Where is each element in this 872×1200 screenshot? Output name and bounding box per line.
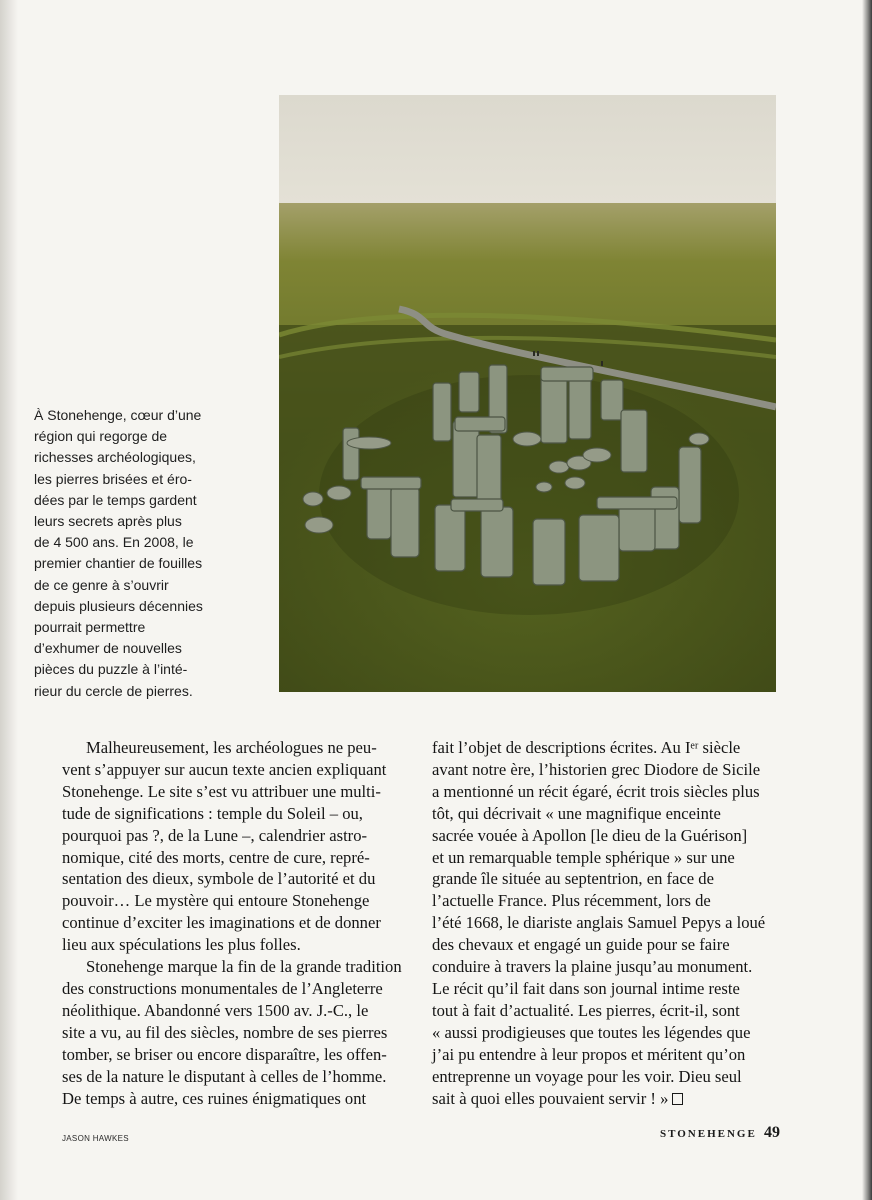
caption-line: premier chantier de fouilles	[34, 555, 203, 572]
body-line: j’ai pu entendre à leur propos et méritent qu’on	[432, 1044, 746, 1064]
body-line: Malheureusement, les archéologues ne peu-	[86, 738, 377, 757]
photo-credit: JASON HAWKES	[62, 1134, 129, 1143]
caption-line: À Stonehenge, cœur d’une	[34, 407, 202, 423]
body-line-last	[432, 1088, 782, 1110]
stonehenge-illustration	[279, 95, 776, 692]
body-line: grande île située au septentrion, en face de	[432, 869, 714, 889]
body-line: sentation des dieux, symbole de l’autorité et du	[62, 869, 376, 889]
caption-line: pièces du puzzle à l’inté-	[34, 661, 188, 678]
body-line: Stonehenge. Le site s’est vu attribuer une multi-	[62, 781, 381, 801]
caption-line: pourrait permettre	[34, 619, 146, 636]
body-line-text: sait à quoi elles pouvaient servir ! »	[432, 1088, 669, 1108]
page-edge-shadow-right	[862, 0, 872, 1200]
body-line: sacrée vouée à Apollon [le dieu de la Guérison]	[432, 825, 748, 845]
sky	[279, 95, 776, 205]
body-line: conduire à travers la plaine jusqu’au monument.	[432, 957, 753, 977]
body-line: vent s’appuyer sur aucun texte ancien expliquant	[62, 759, 387, 779]
body-line: avant notre ère, l’historien grec Diodore de Sicile	[432, 759, 761, 779]
body-line: pouvoir… Le mystère qui entoure Stonehenge	[62, 891, 370, 911]
body-line: ses de la nature le disputant à celles de l’homme.	[62, 1066, 387, 1086]
body-line: lieu aux spéculations les plus folles.	[62, 935, 301, 955]
end-of-article-mark	[672, 1093, 683, 1105]
body-line: nomique, cité des morts, centre de cure, repré-	[62, 847, 370, 867]
running-head: STONEHENGE	[660, 1128, 757, 1140]
body-column-right	[432, 737, 782, 1109]
body-line: a mentionné un récit égaré, écrit trois siècles plus	[432, 781, 760, 801]
caption-line: richesses archéologiques,	[34, 449, 196, 466]
body-line: entreprenne un voyage pour les voir. Dieu seul	[432, 1066, 742, 1086]
body-line: tude de significations : temple du Soleil – ou,	[62, 803, 363, 823]
body-line: continue d’exciter les imaginations et de donner	[62, 913, 381, 933]
caption-line: région qui regorge de	[34, 428, 168, 445]
caption-line: depuis plusieurs décennies	[34, 597, 203, 614]
body-line: tomber, se briser ou encore disparaître, les offen-	[62, 1044, 387, 1064]
body-line: fait l’objet de descriptions écrites. Au Iᵉʳ siècle	[432, 738, 741, 757]
body-line: site a vu, au fil des siècles, nombre de ses pierres	[62, 1022, 388, 1042]
caption-line: d’exhumer de nouvelles	[34, 640, 182, 657]
body-column-left	[62, 737, 412, 1109]
body-line: « aussi prodigieuses que toutes les légendes que	[432, 1022, 751, 1042]
body-line: et un remarquable temple sphérique » sur une	[432, 847, 735, 867]
body-line: Stonehenge marque la fin de la grande tradition	[86, 957, 402, 977]
caption-line: rieur du cercle de pierres.	[34, 682, 193, 699]
caption-line: de ce genre à s’ouvrir	[34, 576, 169, 593]
body-line: tout à fait d’actualité. Les pierres, écrit-il, sont	[432, 1000, 740, 1020]
body-line: des constructions monumentales de l’Angleterre	[62, 978, 383, 998]
page-number: 49	[764, 1124, 780, 1141]
caption-line: dées par le temps gardent	[34, 491, 197, 508]
body-line: l’actuelle France. Plus récemment, lors de	[432, 891, 711, 911]
stonehenge-photo	[279, 95, 776, 692]
caption-line: de 4 500 ans. En 2008, le	[34, 534, 194, 551]
body-line: De temps à autre, ces ruines énigmatiques ont	[62, 1088, 367, 1108]
caption-line: les pierres brisées et éro-	[34, 470, 192, 487]
body-line: tôt, qui décrivait « une magnifique enceinte	[432, 803, 721, 823]
body-line: des chevaux et engagé un guide pour se faire	[432, 935, 730, 955]
body-line: l’été 1668, le diariste anglais Samuel Pepys a loué	[432, 913, 766, 933]
body-line: pourquoi pas ?, de la Lune –, calendrier astro-	[62, 825, 368, 845]
caption-line: leurs secrets après plus	[34, 513, 182, 530]
body-line: néolithique. Abandonné vers 1500 av. J.-C., le	[62, 1000, 369, 1020]
body-line: Le récit qu’il fait dans son journal intime reste	[432, 978, 740, 998]
page-edge-shadow-left	[0, 0, 18, 1200]
photo-caption	[34, 405, 259, 702]
